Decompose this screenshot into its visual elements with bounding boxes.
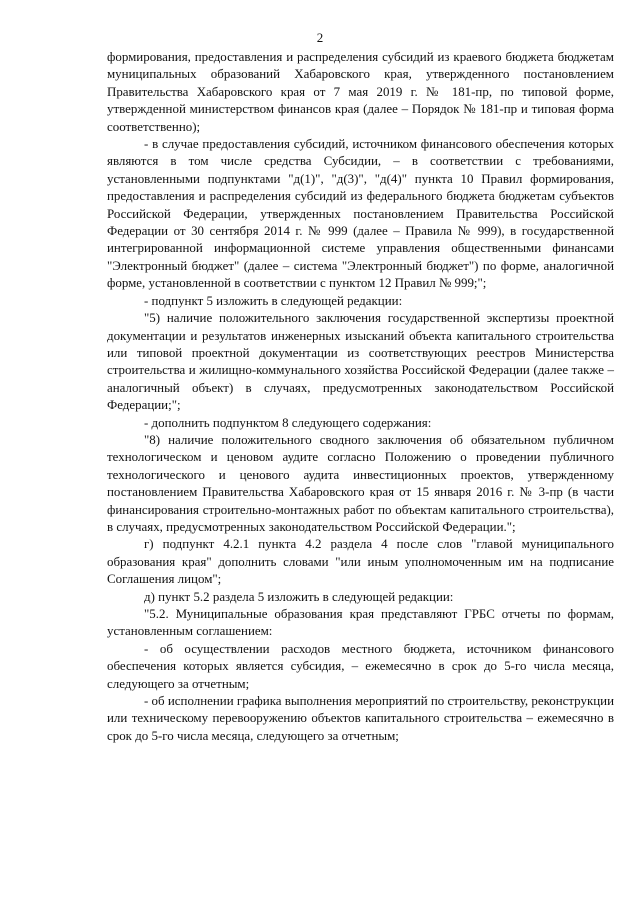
paragraph-report-expenses: - об осуществлении расходов местного бюджета, источником финансового обеспечения которых является субсидия, – ежемесячно в срок до 5-го числа месяца, следующего за отчетным; (107, 640, 614, 691)
paragraph-item-g: г) подпункт 4.2.1 пункта 4.2 раздела 4 после слов "главой муниципального образования края" дополнить словами "или иным уполномоченным им на подписание Соглашения лицом"; (107, 536, 614, 587)
paragraph-continuation: формирования, предоставления и распределения субсидий из краевого бюджета бюджетам муниципальных образований Хабаровского края, утвержденного постановлением Правительства Хабаровского края от 7 мая 2019 г. № 181-пр, по типовой форме, утвержденной министерством финансов края (далее – Порядок № 181-пр и типовая форма соответственно); (107, 49, 614, 134)
paragraph-subpoint-8-text: "8) наличие положительного сводного заключения об обязательном публичном технологическом и ценовом аудите согласно Положению о проведении публичного технологического и ценового аудита инвестиционных проектов, утвержденному постановлением Правительства Хабаровского края от 15 января 2016 г. № 3-пр (в части финансирования строительно-монтажных работ по объектам капитального строительства), в случаях, предусмотренных законодательством Российской Федерации."; (107, 431, 614, 534)
paragraph-report-schedule: - об исполнении графика выполнения мероприятий по строительству, реконструкции или техническому перевооружению объектов капитального строительства – ежемесячно в срок до 5-го числа месяца, следующего за отчетным; (107, 693, 614, 743)
paragraph-point-5-2: "5.2. Муниципальные образования края представляют ГРБС отчеты по формам, установленным соглашением: (107, 606, 614, 639)
paragraph-subsidy-federal: - в случае предоставления субсидий, источником финансового обеспечения которых являются в том числе средства Субсидии, – в соответствии с требованиями, установленными подпунктами "д(1)", "д(3)", "д(4)" пункта 10 Правил формирования, предоставления и распределения субсидий из федерального бюджета бюджетам субъектов Российской Федерации, утвержденных постановлением Правительства Российской Федерации от 30 сентября 2014 г. № 999 (далее – Правила № 999), в государственной интегрированной информационной системе управления общественными финансами "Электронный бюджет" (далее – система "Электронный бюджет") по форме, аналогичной форме, установленной в соответствии с пунктом 12 Правил № 999;"; (107, 136, 614, 291)
paragraph-subpoint-8-instruction: - дополнить подпунктом 8 следующего содержания: (144, 414, 432, 430)
document-body (107, 48, 614, 744)
page-number: 2 (316, 30, 324, 45)
paragraph-subpoint-5-instruction: - подпункт 5 изложить в следующей редакции: (144, 292, 403, 308)
paragraph-item-d: д) пункт 5.2 раздела 5 изложить в следующей редакции: (144, 588, 454, 604)
paragraph-subpoint-5-text: "5) наличие положительного заключения государственной экспертизы проектной документации и результатов инженерных изысканий объекта капитального строительства или типовой проектной документации из соответствующих реестров Министерства строительства и жилищно-коммунального хозяйства Российской Федерации (далее также – аналогичный объект) в случаях, предусмотренных законодательством Российской Федерации;"; (107, 310, 614, 413)
